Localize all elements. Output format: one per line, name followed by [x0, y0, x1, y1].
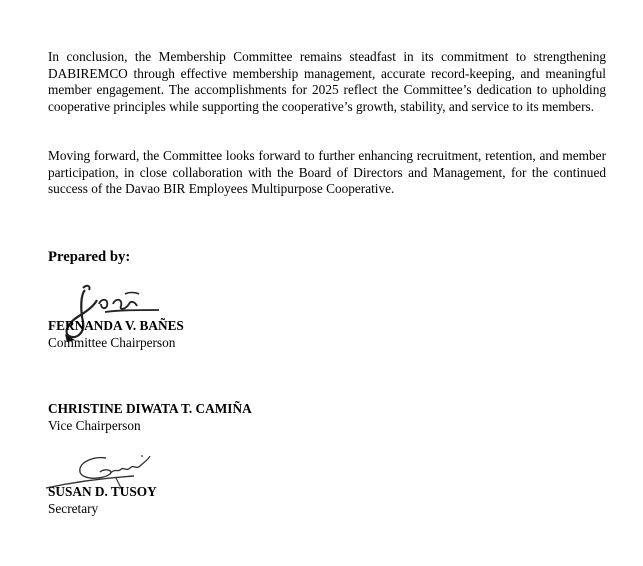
signatory-title: Committee Chairperson	[48, 335, 176, 350]
signatory-title: Secretary	[48, 501, 99, 516]
signatory-name: FERNANDA V. BAÑES	[48, 318, 184, 333]
signatory-name: SUSAN D. TUSOY	[48, 484, 157, 499]
signatory-title: Vice Chairperson	[48, 418, 141, 433]
prepared-by-label: Prepared by:	[48, 249, 131, 265]
moving-forward-paragraph: Moving forward, the Committee looks forward to further enhancing recruitment, retention, and member participation, in close collaboration with the Board of Directors and Management, for the continued success of the Davao BIR Employees Multipurpose Cooperative.	[48, 148, 606, 197]
signatory-name: CHRISTINE DIWATA T. CAMIÑA	[48, 401, 252, 416]
conclusion-paragraph: In conclusion, the Membership Committee remains steadfast in its commitment to strengthening DABIREMCO through effective membership management, accurate record-keeping, and meaningful member engagement. The accomplishments for 2025 reflect the Committee’s dedication to upholding cooperative principles while supporting the cooperative’s growth, stability, and service to its members.	[48, 49, 606, 114]
